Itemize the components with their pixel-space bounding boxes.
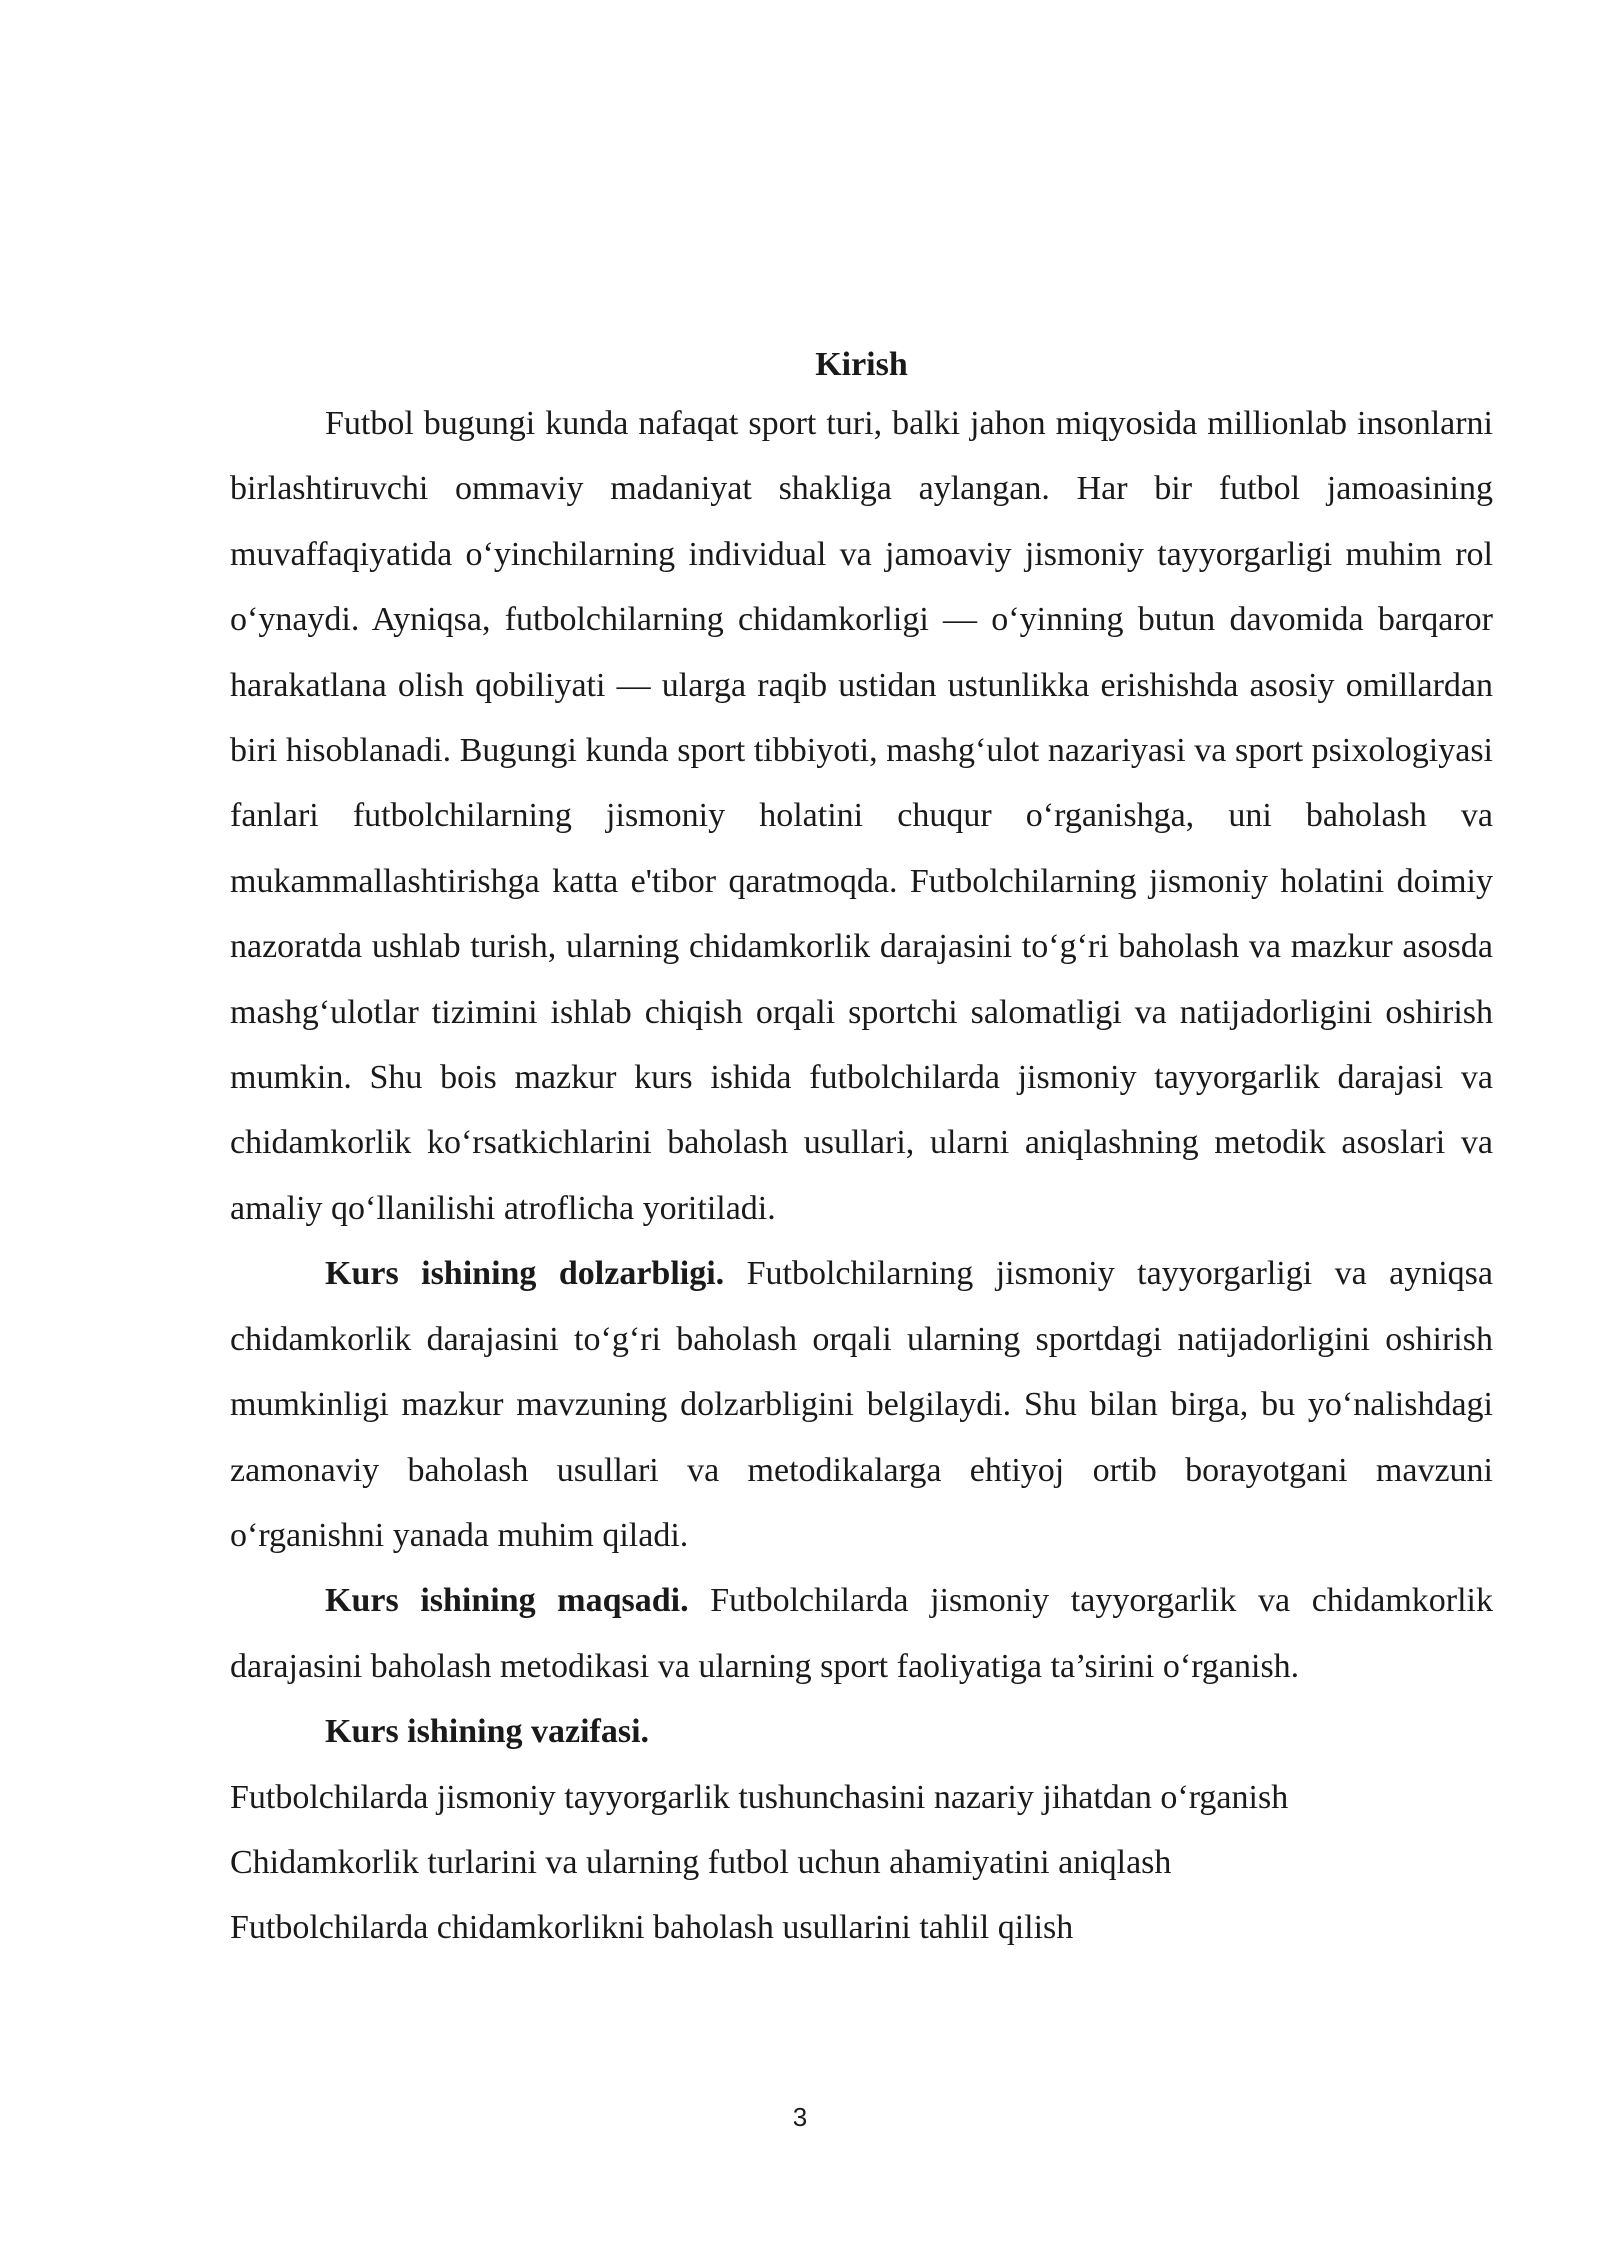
tasks-list xyxy=(230,1765,1493,1961)
goal-paragraph xyxy=(230,1568,1493,1699)
section-title: Kirish xyxy=(815,346,908,383)
tasks-heading: Kurs ishining vazifasi. xyxy=(325,1713,650,1751)
relevance-lead: Kurs ishining dolzarbligi. xyxy=(325,1255,725,1293)
intro-paragraph: Futbol bugungi kunda nafaqat sport turi, balki jahon miqyosida millionlab insonlarni birlashtiruvchi ommaviy madaniyat shakliga aylangan. Har bir futbol jamoasining muvaffaqiyatida o‘yinchilarning individual va jamoaviy jismoniy tayyorgarligi muhim rol o‘ynaydi. Ayniqsa, futbolchilarning chidamkorligi — o‘yinning butun davomida barqaror harakatlana olish qobiliyati — ularga raqib ustidan ustunlikka erishishda asosiy omillardan biri hisoblanadi. Bugungi kunda sport tibbiyoti, mashg‘ulot nazariyasi va sport psixologiyasi fanlari futbolchilarning jismoniy holatini chuqur o‘rganishga, uni baholash va mukammallashtirishga katta e'tibor qaratmoqda. Futbolchilarning jismoniy holatini doimiy nazoratda ushlab turish, ularning chidamkorlik darajasini to‘g‘ri baholash va mazkur asosda mashg‘ulotlar tizimini ishlab chiqish orqali sportchi salomatligi va natijadorligini oshirish mumkin. Shu bois mazkur kurs ishida futbolchilarda jismoniy tayyorgarlik darajasi va chidamkorlik ko‘rsatkichlarini baholash usullari, ularni aniqlashning metodik asoslari va amaliy qo‘llanilishi atroflicha yoritiladi. xyxy=(230,405,1493,1227)
relevance-text: Futbolchilarning jismoniy tayyorgarligi va ayniqsa chidamkorlik darajasini to‘g‘ri baholash orqali ularning sportdagi natijadorligini oshirish mumkinligi mazkur mavzuning dolzarbligini belgilaydi. Shu bilan birga, bu yo‘nalishdagi zamonaviy baholash usullari va metodikalarga ehtiyoj ortib borayotgani mavzuni o‘rganishni yanada muhim qiladi. xyxy=(230,1255,1493,1554)
list-item: Futbolchilarda chidamkorlikni baholash usullarini tahlil qilish xyxy=(230,1909,1074,1947)
document-page xyxy=(230,345,1493,1961)
page-number: 3 xyxy=(792,2102,808,2132)
relevance-paragraph xyxy=(230,1241,1493,1568)
goal-lead: Kurs ishining maqsadi. xyxy=(325,1582,689,1620)
list-item: Chidamkorlik turlarini va ularning futbol uchun ahamiyatini aniqlash xyxy=(230,1843,1172,1881)
list-item: Futbolchilarda jismoniy tayyorgarlik tushunchasini nazariy jihatdan o‘rganish xyxy=(230,1778,1289,1816)
goal-text: Futbolchilarda jismoniy tayyorgarlik va chidamkorlik darajasini baholash metodikasi va ularning sport faoliyatiga ta’sirini o‘rganish. xyxy=(230,1582,1493,1685)
